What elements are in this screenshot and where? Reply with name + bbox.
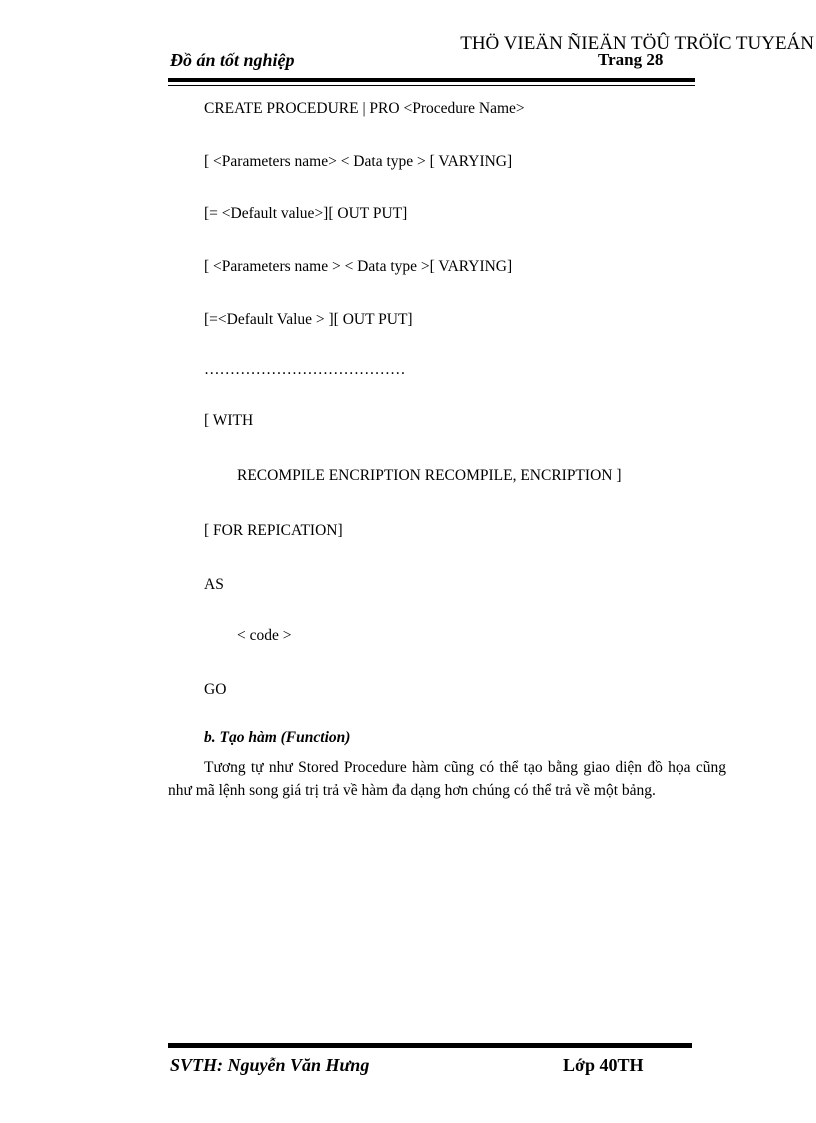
header-rule-thick (168, 78, 695, 82)
body-paragraph: Tương tự như Stored Procedure hàm cũng có thể tạo bằng giao diện đồ họa cũng như mã lệnh song giá trị trả về hàm đa dạng hơn chúng có thể trả về một bảng. (168, 759, 726, 799)
page-number: Trang 28 (598, 50, 664, 69)
code-line: [= <Default value>][ OUT PUT] (204, 205, 408, 222)
code-line: [=<Default Value > ][ OUT PUT] (204, 311, 413, 328)
code-line: [ <Parameters name> < Data type > [ VARYING] (204, 153, 513, 170)
library-watermark-text: THÖ VIEÄN ÑIEÄN TÖÛ TRÖÏC TUYEÁN (460, 33, 814, 54)
code-line: AS (204, 576, 224, 593)
code-line: RECOMPILE ENCRIPTION RECOMPILE, ENCRIPTION ] (237, 467, 622, 484)
code-line: < code > (237, 627, 292, 644)
code-line: [ WITH (204, 412, 254, 429)
footer-rule (168, 1043, 692, 1048)
code-line: ………………………………… (204, 361, 406, 378)
code-line: [ <Parameters name > < Data type >[ VARYING] (204, 258, 513, 275)
class-label: Lớp 40TH (563, 1055, 644, 1075)
section-heading: b. Tạo hàm (Function) (204, 729, 351, 746)
code-line: CREATE PROCEDURE | PRO <Procedure Name> (204, 100, 525, 117)
code-line: [ FOR REPICATION] (204, 522, 343, 539)
document-title: Đồ án tốt nghiệp (170, 50, 295, 70)
student-name: SVTH: Nguyễn Văn Hưng (170, 1055, 370, 1075)
header-rule-thin (168, 85, 695, 86)
code-line: GO (204, 681, 227, 698)
